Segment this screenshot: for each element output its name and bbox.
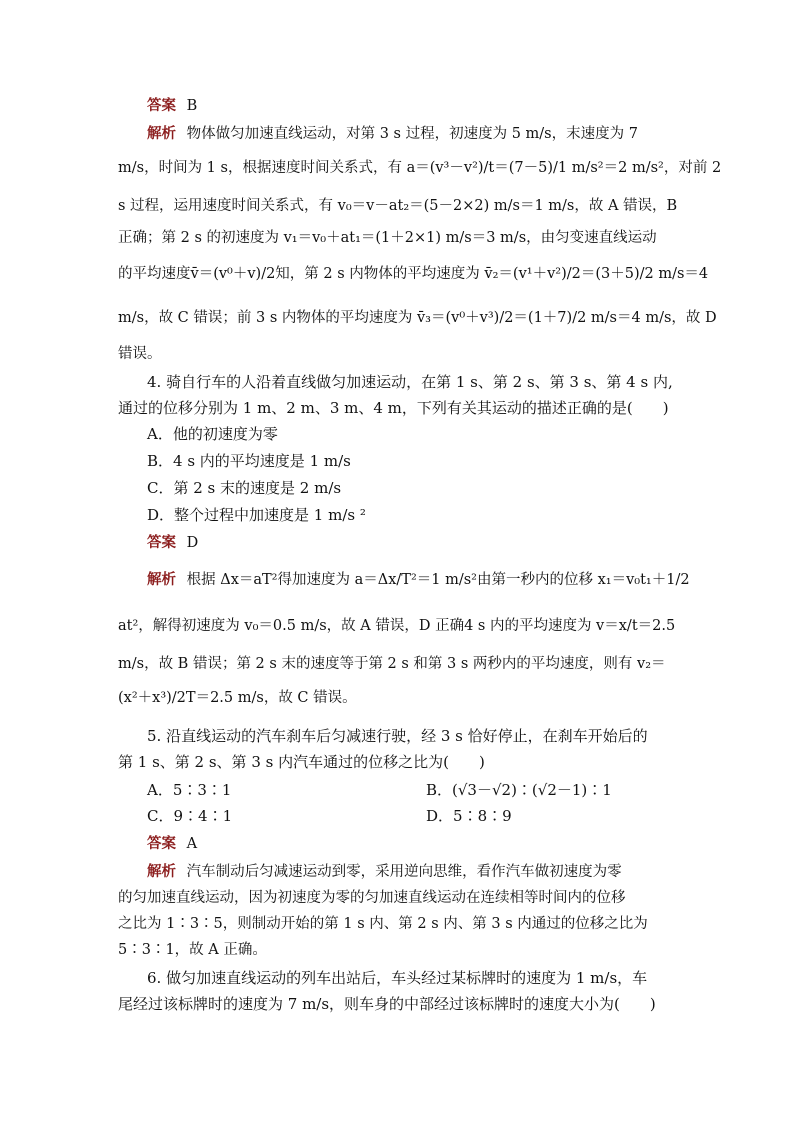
answer-value: D [186, 535, 199, 551]
q4-option-d: D．整个过程中加速度是 1 m/s ² [147, 506, 366, 524]
q5-analysis-line: 的匀加速直线运动，因为初速度为零的匀加速直线运动在连续相等时间内的位移 [118, 890, 626, 906]
q5-option-c: C．9∶4∶1 [147, 807, 233, 825]
analysis-text: 汽车制动后匀减速运动到零，采用逆向思维，看作汽车做初速度为零 [186, 864, 622, 880]
q5-analysis-line: 5∶3∶1，故 A 正确。 [118, 942, 267, 958]
q4-analysis-line [147, 570, 709, 590]
q4-analysis-line: at²，解得初速度为 v₀＝0.5 m/s，故 A 错误，D 正确4 s 内的平均速度为 v＝x/t＝2.5 [118, 618, 676, 634]
q5-answer [147, 834, 709, 854]
q4-analysis-line: m/s，故 B 错误；第 2 s 末的速度等于第 2 s 和第 3 s 两秒内的平均速度，则有 v₂＝ [118, 656, 666, 672]
analysis-label: 解析 [147, 863, 176, 880]
analysis-label: 解析 [147, 571, 176, 588]
q3-analysis-line: 的平均速度v̄＝(v⁰＋v)/2知，第 2 s 内物体的平均速度为 v̄₂＝(v¹＋v²)/2＝(3＋5)/2 m/s＝4 [118, 266, 709, 282]
answer-label: 答案 [147, 97, 176, 114]
q4-option-c: C．第 2 s 末的速度是 2 m/s [147, 479, 342, 497]
q5-analysis-line [147, 862, 709, 882]
analysis-text: 根据 Δx＝aT²得加速度为 a＝Δx/T²＝1 m/s²由第一秒内的位移 x₁＝v₀t₁＋1/2 [186, 572, 690, 588]
answer-value: A [186, 836, 198, 852]
q4-answer [147, 533, 709, 553]
q3-analysis-line [147, 124, 709, 144]
q5-analysis-line: 之比为 1∶3∶5，则制动开始的第 1 s 内、第 2 s 内、第 3 s 内通过的位移之比为 [118, 916, 648, 932]
q3-analysis-line: 正确；第 2 s 的初速度为 v₁＝v₀＋at₁＝(1＋2×1) m/s＝3 m/s，由匀变速直线运动 [118, 230, 657, 246]
q4-option-a: A．他的初速度为零 [147, 425, 278, 443]
answer-label: 答案 [147, 835, 176, 852]
q5-option-a: A．5∶3∶1 [147, 781, 232, 799]
q5-option-b: B．(√3－√2)∶(√2－1)∶1 [426, 781, 612, 799]
analysis-label: 解析 [147, 125, 176, 142]
q3-analysis-line: m/s，时间为 1 s，根据速度时间关系式，有 a＝(v³－v²)/t＝(7－5)/1 m/s²＝2 m/s²，对前 2 [118, 160, 722, 176]
q5-stem: 第 1 s、第 2 s、第 3 s 内汽车通过的位移之比为( ) [118, 753, 485, 771]
q5-stem: 5. 沿直线运动的汽车刹车后匀减速行驶，经 3 s 恰好停止，在刹车开始后的 [147, 727, 648, 745]
q6-stem: 6. 做匀加速直线运动的列车出站后，车头经过某标牌时的速度为 1 m/s，车 [147, 969, 648, 987]
answer-value: B [186, 98, 198, 114]
q3-analysis-line: s 过程，运用速度时间关系式，有 v₀＝v－at₂＝(5－2×2) m/s＝1 m/s，故 A 错误，B [118, 198, 678, 214]
q3-analysis-line: m/s，故 C 错误；前 3 s 内物体的平均速度为 v̄₃＝(v⁰＋v³)/2＝(1＋7)/2 m/s＝4 m/s，故 D [118, 310, 717, 326]
analysis-text: 物体做匀加速直线运动，对第 3 s 过程，初速度为 5 m/s，末速度为 7 [186, 126, 638, 142]
q6-stem: 尾经过该标牌时的速度为 7 m/s，则车身的中部经过该标牌时的速度大小为( ) [118, 995, 656, 1013]
answer-label: 答案 [147, 534, 176, 551]
q5-option-d: D．5∶8∶9 [426, 807, 512, 825]
q4-option-b: B．4 s 内的平均速度是 1 m/s [147, 452, 351, 470]
q4-analysis-line: (x²＋x³)/2T＝2.5 m/s，故 C 错误。 [118, 690, 357, 706]
q3-analysis-line: 错误。 [118, 346, 162, 362]
q3-answer [147, 96, 709, 116]
q4-stem: 4. 骑自行车的人沿着直线做匀加速运动，在第 1 s、第 2 s、第 3 s、第 4 s 内, [147, 373, 673, 391]
q4-stem: 通过的位移分别为 1 m、2 m、3 m、4 m，下列有关其运动的描述正确的是( ) [118, 399, 669, 417]
